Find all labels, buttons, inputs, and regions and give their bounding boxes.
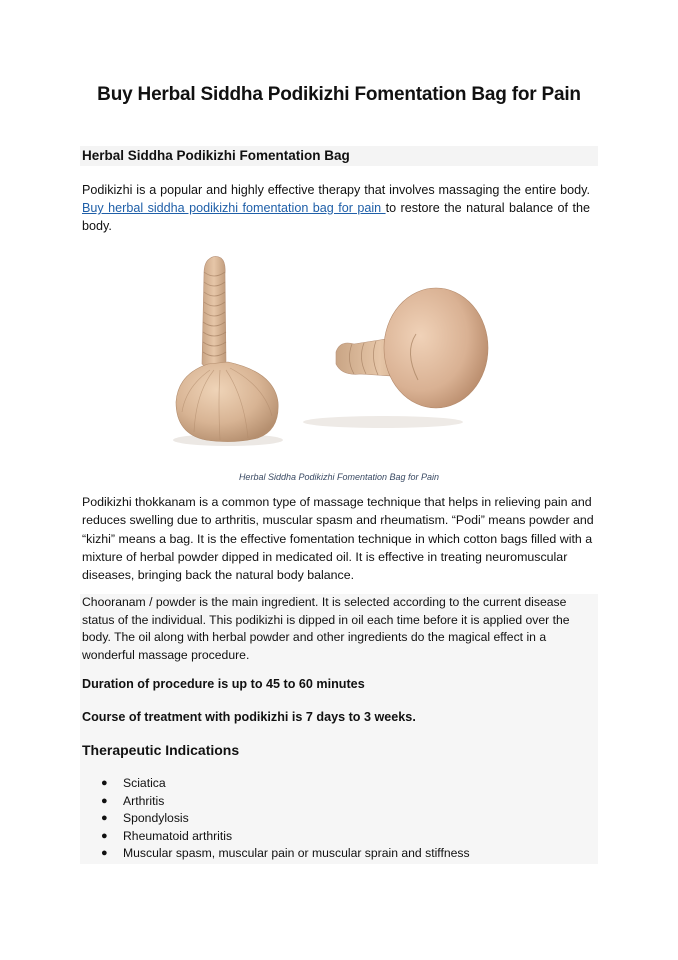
course-line: Course of treatment with podikizhi is 7 days to 3 weeks.	[82, 710, 416, 724]
product-image	[168, 252, 498, 452]
section-heading: Herbal Siddha Podikizhi Fomentation Bag	[80, 146, 598, 166]
bullet-icon: ●	[101, 812, 108, 825]
list-item	[82, 845, 470, 863]
bullet-icon: ●	[101, 847, 108, 860]
indications-list	[82, 775, 470, 863]
body-paragraph-3: Chooranam / powder is the main ingredient. It is selected according to the current disease status of the individual. This podikizhi is dipped in oil each time before it is applied over the body. The oil along with herbal powder and other ingredients do the magical effect in a wonderful massage procedure.	[82, 595, 570, 662]
list-item	[82, 828, 470, 846]
image-caption: Herbal Siddha Podikizhi Fomentation Bag for Pain	[238, 472, 440, 482]
body-paragraph-2: Podikizhi thokkanam is a common type of massage technique that helps in relieving pain and reduces swelling due to arthritis, muscular spasm and rheumatism. “Podi” means powder and “kizhi” means a bag. It is the effective fomentation technique in which cotton bags filled with a mixture of herbal powder dipped in medicated oil. It is effective in treating neuromuscular diseases, bringing back the natural body balance.	[82, 495, 594, 583]
list-item-text: Spondylosis	[123, 811, 189, 826]
list-item-text: Muscular spasm, muscular pain or muscular sprain and stiffness	[123, 846, 470, 861]
list-item	[82, 775, 470, 793]
list-item	[82, 810, 470, 828]
podikizhi-bags-illustration	[168, 252, 498, 452]
intro-paragraph	[82, 181, 590, 235]
bullet-icon: ●	[101, 777, 108, 789]
list-item-text: Sciatica	[123, 776, 166, 790]
indications-heading: Therapeutic Indications	[82, 742, 240, 758]
intro-tail: to restore the natural balance of the body.	[82, 201, 590, 233]
bullet-icon: ●	[101, 794, 108, 807]
page-title: Buy Herbal Siddha Podikizhi Fomentation Bag for Pain	[97, 84, 581, 105]
product-link[interactable]: Buy herbal siddha podikizhi fomentation bag for pain	[82, 201, 386, 215]
list-item-text: Rheumatoid arthritis	[123, 828, 233, 843]
duration-line: Duration of procedure is up to 45 to 60 minutes	[82, 677, 365, 691]
list-item	[82, 793, 470, 811]
bullet-icon: ●	[101, 829, 108, 842]
list-item-text: Arthritis	[123, 793, 165, 808]
intro-lead: Podikizhi is a popular and highly effective therapy that involves massaging the entire body.	[82, 183, 590, 197]
